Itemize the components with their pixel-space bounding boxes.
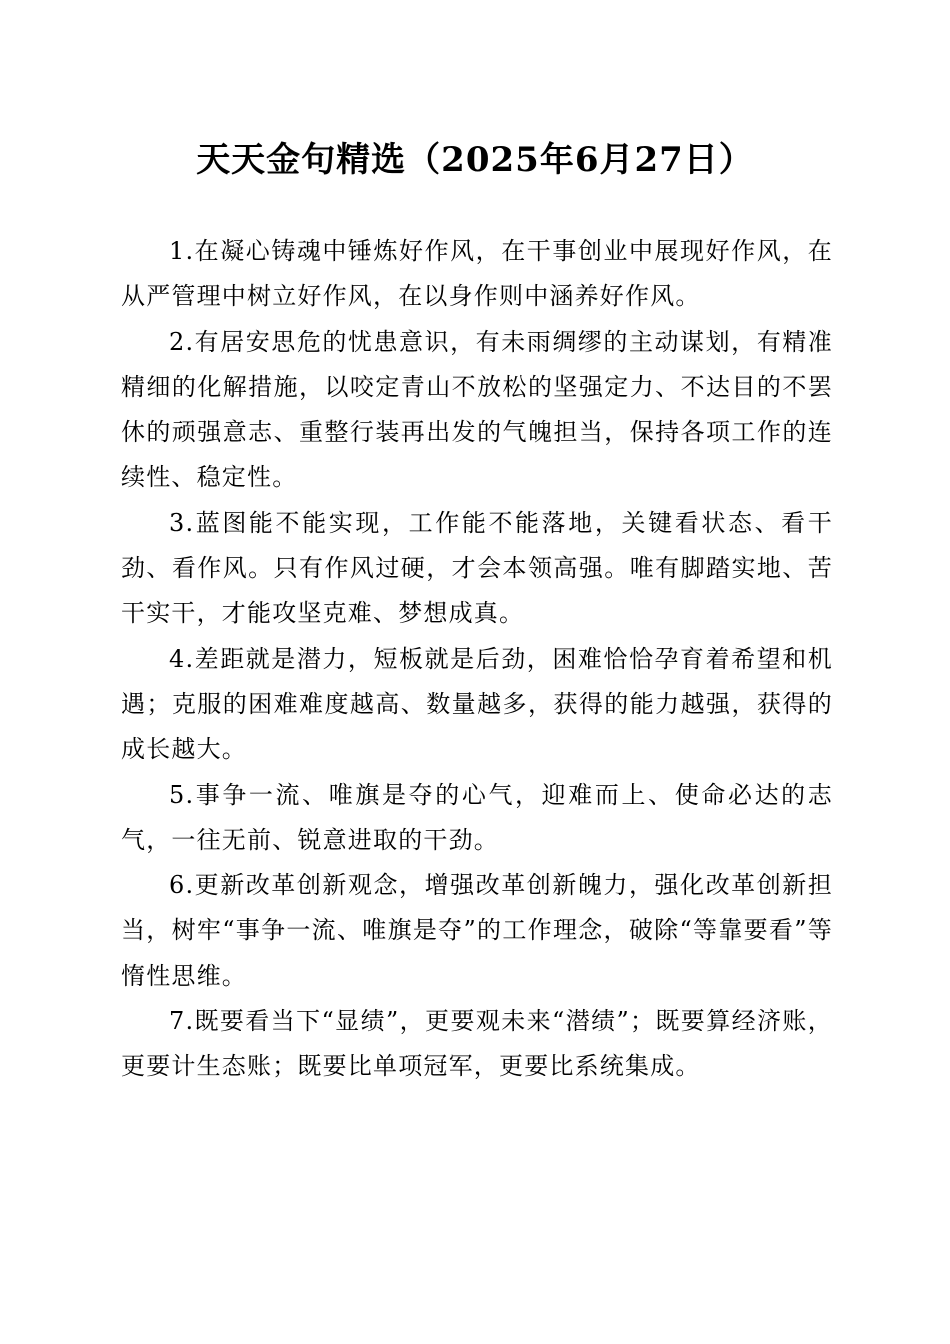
paragraph-3: 3.蓝图能不能实现，工作能不能落地，关键看状态、看干劲、看作风。只有作风过硬，才会本领高强。唯有脚踏实地、苦干实干，才能攻坚克难、梦想成真。 — [121, 508, 833, 628]
paragraph-4: 4.差距就是潜力，短板就是后劲，困难恰恰孕育着希望和机遇；克服的困难难度越高、数量越多，获得的能力越强，获得的成长越大。 — [121, 644, 833, 764]
document-title: 天天金句精选（2025年6月27日） — [196, 140, 754, 180]
document-body — [121, 229, 833, 1090]
paragraph-2: 2.有居安思危的忧患意识，有未雨绸缪的主动谋划，有精准精细的化解措施，以咬定青山不放松的坚强定力、不达目的不罢休的顽强意志、重整行装再出发的气魄担当，保持各项工作的连续性、稳定性。 — [121, 327, 833, 492]
paragraph-6: 6.更新改革创新观念，增强改革创新魄力，强化改革创新担当，树牢“事争一流、唯旗是夺”的工作理念，破除“等靠要看”等惰性思维。 — [121, 871, 833, 990]
paragraph-1: 1.在凝心铸魂中锤炼好作风，在干事创业中展现好作风，在从严管理中树立好作风，在以身作则中涵养好作风。 — [121, 237, 833, 311]
paragraph-5: 5.事争一流、唯旗是夺的心气，迎难而上、使命必达的志气，一往无前、锐意进取的干劲。 — [121, 780, 833, 854]
paragraph-7: 7.既要看当下“显绩”，更要观未来“潜绩”；既要算经济账，更要计生态账；既要比单项冠军，更要比系统集成。 — [121, 1007, 833, 1081]
